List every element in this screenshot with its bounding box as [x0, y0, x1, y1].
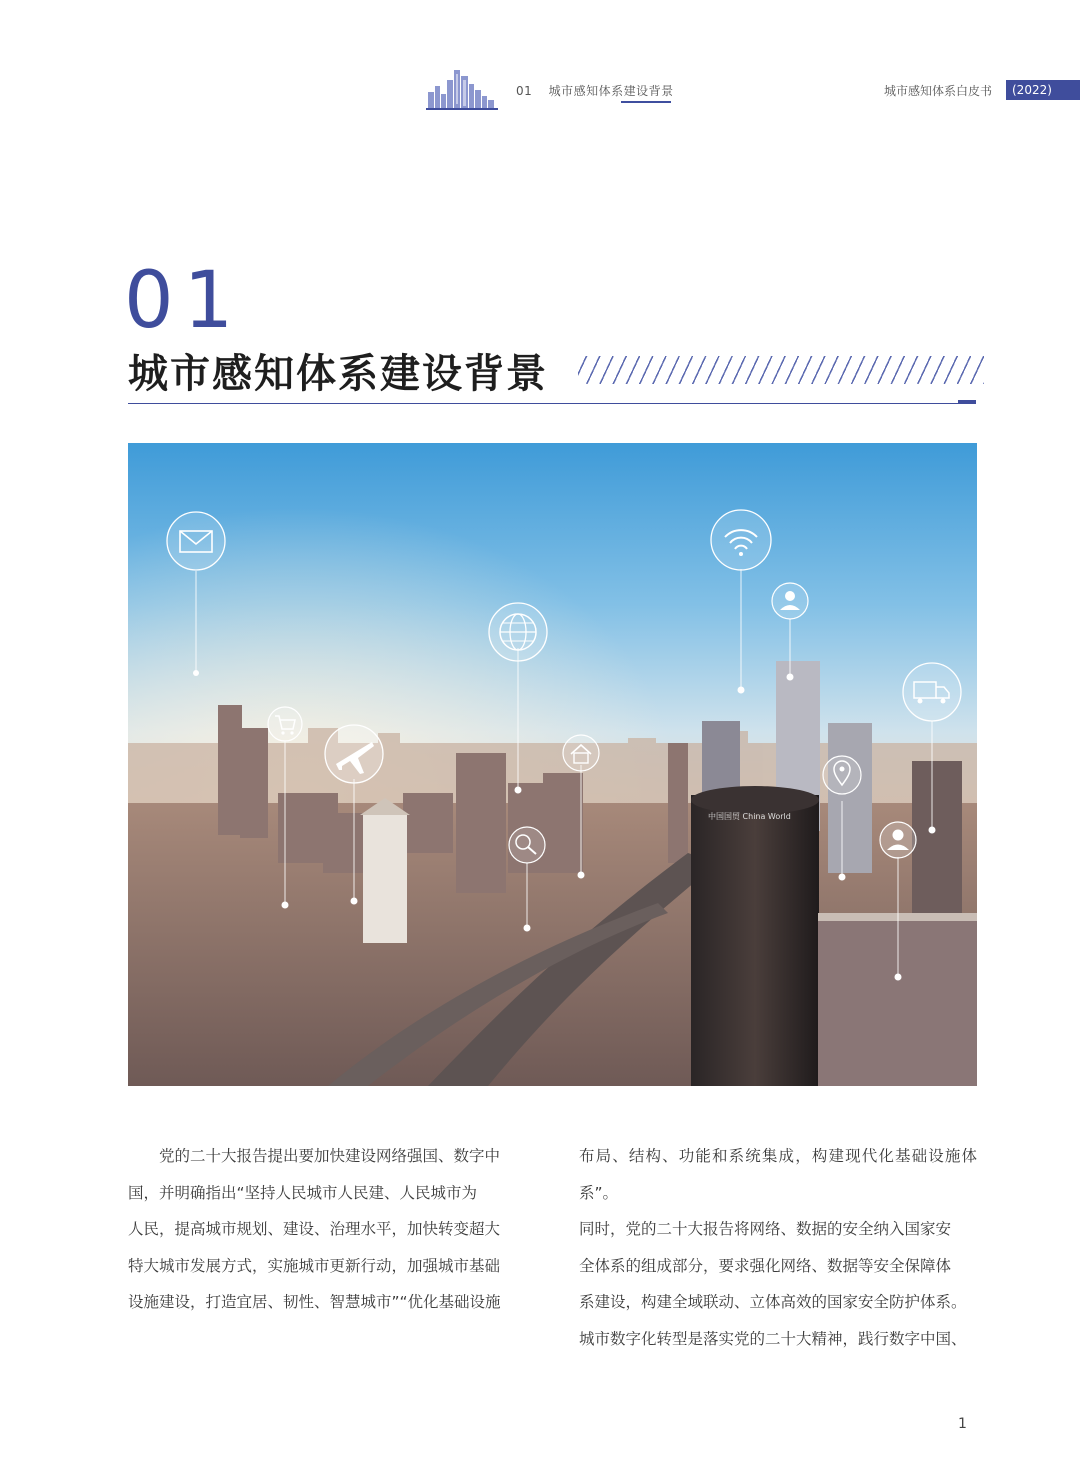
body-line: 系建设，构建全域联动、立体高效的国家安全防护体系。 [579, 1293, 967, 1311]
body-line: 党的二十大报告提出要加快建设网络强国、数字中 [159, 1147, 501, 1165]
skyline-logo-icon [426, 66, 498, 110]
person-icon [772, 583, 808, 619]
mail-icon [167, 512, 225, 570]
header-section-title: 城市感知体系建设背景 [548, 84, 674, 98]
body-line: 特大城市发展方式，实施城市更新行动，加强城市基础 [128, 1256, 501, 1275]
wifi-icon [711, 510, 771, 570]
body-line: 设施建设，打造宜居、韧性、智慧城市”“优化基础设施 [128, 1293, 501, 1311]
body-line: 国，并明确指出“坚持人民城市人民建、人民城市为 [128, 1183, 478, 1202]
globe-icon [489, 603, 547, 661]
title-rule [128, 403, 976, 404]
body-line: 全体系的组成部分，要求强化网络、数据等安全保障体 [579, 1256, 952, 1275]
chapter-number: 01 [124, 256, 244, 346]
plane-icon [325, 725, 383, 783]
home-icon [563, 735, 599, 771]
header-section-number: 01 [516, 84, 533, 98]
body-line: 同时，党的二十大报告将网络、数据的安全纳入国家安 [579, 1220, 952, 1238]
page-number: 1 [958, 1416, 967, 1432]
search-globe-icon [509, 827, 545, 863]
body-line: 人民，提高城市规划、建设、治理水平，加快转变超大 [128, 1220, 501, 1238]
body-line: 城市数字化转型是落实党的二十大精神，践行数字中国、 [579, 1329, 967, 1348]
truck-icon [903, 663, 961, 721]
body-right-column [579, 1138, 977, 1357]
building-sign: 中国国贸 China World [708, 812, 791, 821]
location-pin-icon [823, 756, 861, 794]
header-doc-title: 城市感知体系白皮书 [884, 84, 993, 98]
header-year-badge: (2022) [1006, 80, 1080, 100]
worker-icon [880, 822, 916, 858]
header-underline [621, 101, 671, 103]
title-hatch-decoration [578, 356, 984, 384]
chapter-title: 城市感知体系建设背景 [128, 351, 548, 397]
body-left-column [128, 1138, 526, 1321]
cart-icon [268, 707, 302, 741]
body-line: 布局、结构、功能和系统集成，构建现代化基础设施体系”。 [579, 1147, 977, 1202]
title-rule-accent [958, 400, 976, 404]
header-section-label [516, 82, 674, 99]
hero-city-image [128, 443, 977, 1086]
